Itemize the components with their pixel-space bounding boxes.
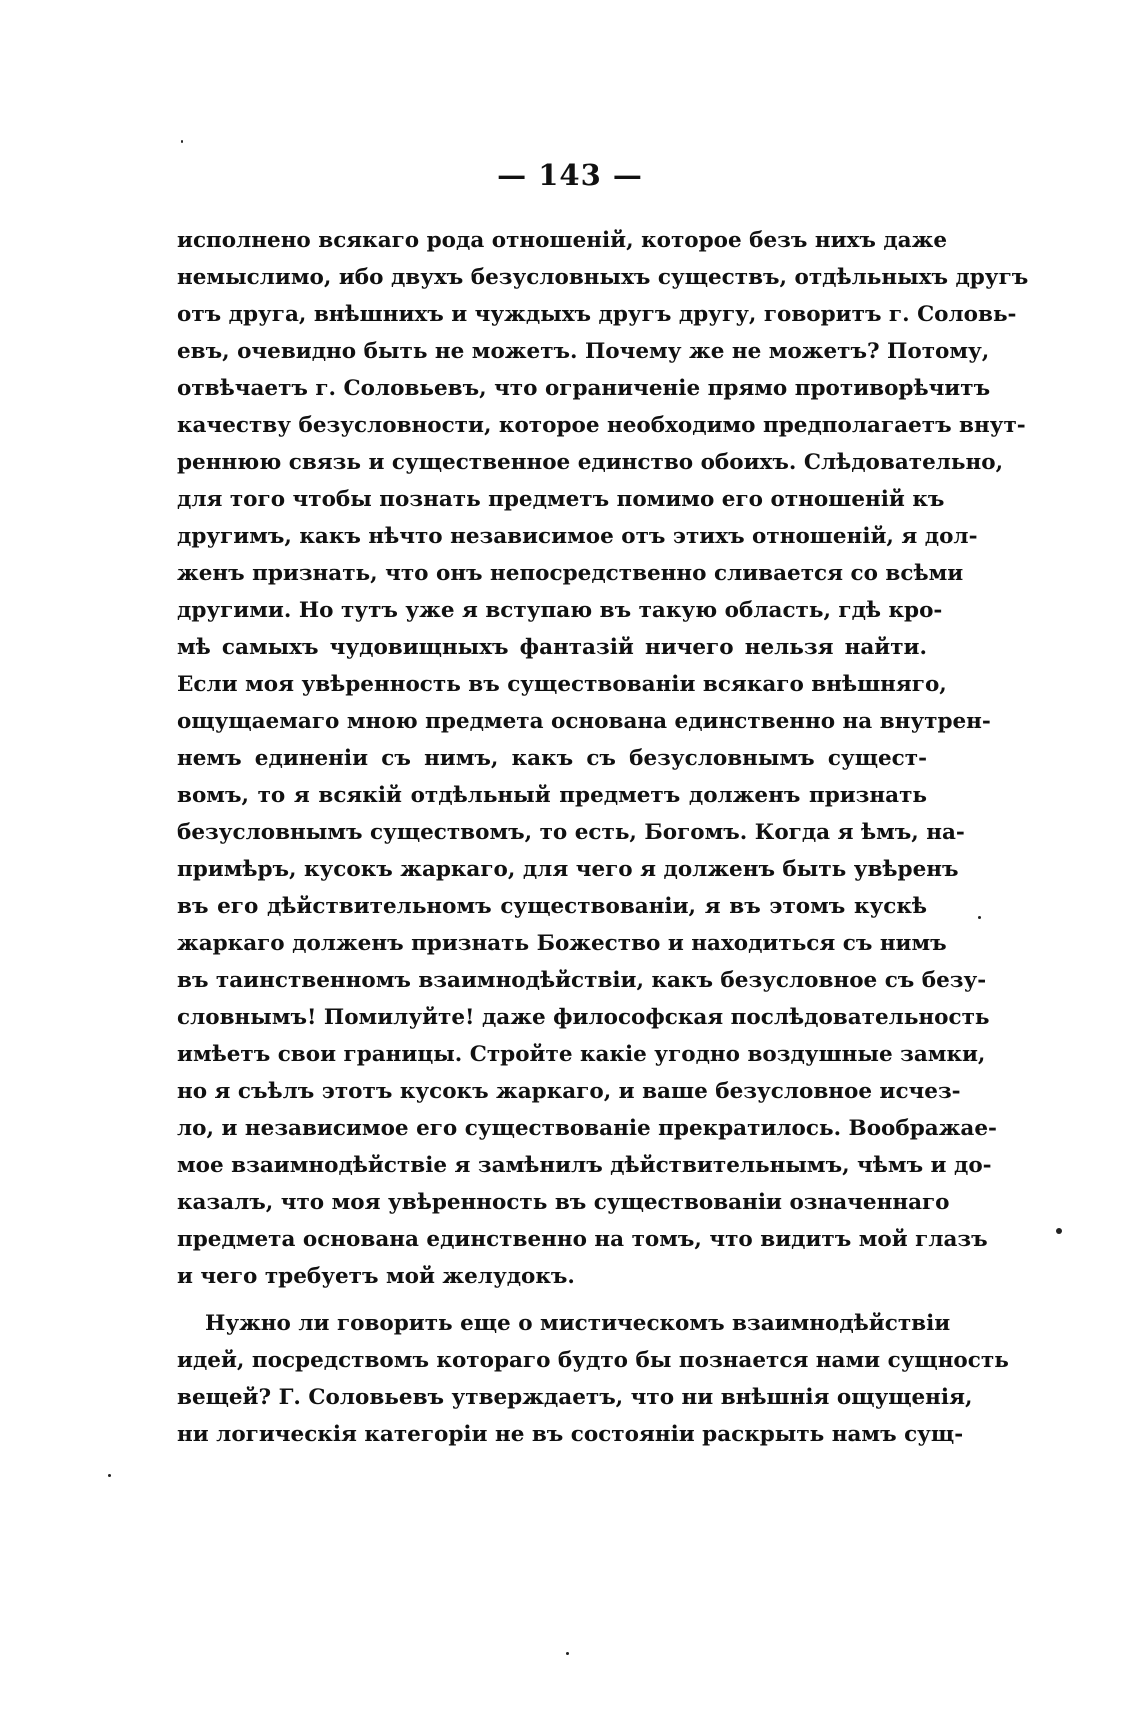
- text-line: Если моя увѣренность въ существованіи всякаго внѣшняго,: [177, 672, 947, 697]
- text-line: для того чтобы познать предметъ помимо его отношеній къ: [177, 487, 945, 512]
- scan-speck: [1056, 1228, 1062, 1234]
- paragraph-gap: [177, 1295, 927, 1305]
- text-line: отъ друга, внѣшнихъ и чуждыхъ другъ другу, говоритъ г. Соловь-: [177, 302, 1017, 327]
- text-line: другимъ, какъ нѣчто независимое отъ этихъ отношеній, я дол-: [177, 524, 978, 549]
- text-line: евъ, очевидно быть не можетъ. Почему же не можетъ? Потому,: [177, 339, 990, 364]
- text-line: ощущаемаго мною предмета основана единственно на внутрен-: [177, 709, 991, 734]
- text-line: немыслимо, ибо двухъ безусловныхъ существъ, отдѣльныхъ другъ: [177, 265, 1029, 290]
- body-text: [177, 222, 1029, 1453]
- scan-speck: [108, 1474, 111, 1477]
- text-line: немъ единеніи съ нимъ, какъ съ безусловнымъ сущест-: [177, 746, 927, 771]
- paragraph-2: [177, 1305, 1009, 1453]
- text-line: предмета основана единственно на томъ, что видитъ мой глазъ: [177, 1227, 988, 1252]
- text-line: идей, посредствомъ котораго будто бы познается нами сущность: [177, 1348, 1009, 1373]
- text-line: безусловнымъ существомъ, то есть, Богомъ. Когда я ѣмъ, на-: [177, 820, 965, 845]
- text-line: мѣ самыхъ чудовищныхъ фантазій ничего нельзя найти.: [177, 635, 927, 660]
- paragraph-1: [177, 222, 1029, 1295]
- text-line: реннюю связь и существенное единство обоихъ. Слѣдовательно,: [177, 450, 1004, 475]
- scan-speck: [978, 916, 981, 919]
- text-line: примѣръ, кусокъ жаркаго, для чего я долженъ быть увѣренъ: [177, 857, 959, 882]
- text-line: вещей? Г. Соловьевъ утверждаетъ, что ни внѣшнія ощущенія,: [177, 1385, 973, 1410]
- text-line: но я съѣлъ этотъ кусокъ жаркаго, и ваше безусловное исчез-: [177, 1079, 961, 1104]
- text-line: словнымъ! Помилуйте! даже философская послѣдовательность: [177, 1005, 990, 1030]
- text-line: жаркаго долженъ признать Божество и находиться съ нимъ: [177, 931, 947, 956]
- text-line: отвѣчаетъ г. Соловьевъ, что ограниченіе прямо противорѣчитъ: [177, 376, 991, 401]
- text-line: другими. Но тутъ уже я вступаю въ такую область, гдѣ кро-: [177, 598, 943, 623]
- text-line: женъ признать, что онъ непосредственно сливается со всѣми: [177, 561, 964, 586]
- text-line: исполнено всякаго рода отношеній, которое безъ нихъ даже: [177, 228, 948, 253]
- text-line: и чего требуетъ мой желудокъ.: [177, 1264, 575, 1289]
- text-line: въ его дѣйствительномъ существованіи, я въ этомъ кускѣ: [177, 894, 927, 919]
- text-line: казалъ, что моя увѣренность въ существованіи означеннаго: [177, 1190, 950, 1215]
- scan-speck: [566, 1652, 569, 1655]
- text-line: въ таинственномъ взаимнодѣйствіи, какъ безусловное съ безу-: [177, 968, 987, 993]
- text-line: мое взаимнодѣйствіе я замѣнилъ дѣйствительнымъ, чѣмъ и до-: [177, 1153, 992, 1178]
- text-line: имѣетъ свои границы. Стройте какіе угодно воздушные замки,: [177, 1042, 986, 1067]
- text-line: вомъ, то я всякій отдѣльный предметъ долженъ признать: [177, 783, 927, 808]
- page-number: — 143 —: [497, 158, 643, 192]
- text-line: ло, и независимое его существованіе прекратилось. Воображае-: [177, 1116, 997, 1141]
- text-line: Нужно ли говорить еще о мистическомъ взаимнодѣйствіи: [205, 1311, 951, 1336]
- text-line: качеству безусловности, которое необходимо предполагаетъ внут-: [177, 413, 1026, 438]
- scan-speck: [181, 140, 183, 143]
- text-line: ни логическія категоріи не въ состояніи раскрыть намъ сущ-: [177, 1422, 964, 1447]
